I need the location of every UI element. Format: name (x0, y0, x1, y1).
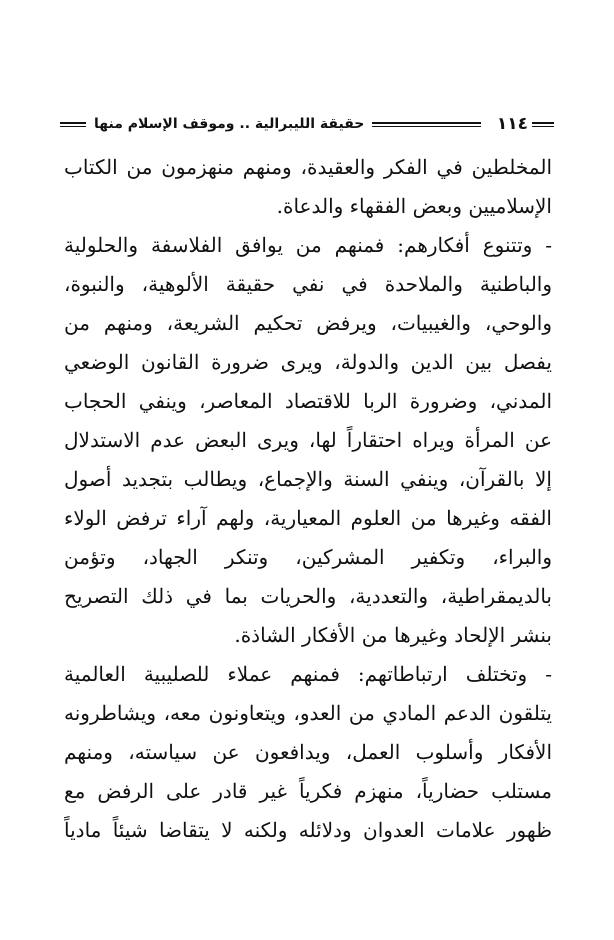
text-line: - وتتنوع أفكارهم: فمنهم من يوافق الفلاسفة والحلولية (64, 233, 552, 257)
text-line: الإسلاميين وبعض الفقهاء والدعاة. (276, 194, 552, 218)
header-rule-left (60, 122, 86, 127)
header-rule-right (532, 122, 554, 127)
text-line: إلا بالقرآن، وينفي السنة والإجماع، ويطالب بتجديد أصول (64, 467, 552, 491)
running-header (60, 112, 554, 136)
text-line: يفصل بين الدين والدولة، ويرى ضرورة القانون الوضعي (64, 350, 552, 374)
text-line: والبراء، وتكفير المشركين، وتنكر الجهاد، وتؤمن (64, 545, 552, 569)
text-line: الأفكار وأسلوب العمل، ويدافعون عن سياسته، ومنهم (64, 740, 552, 764)
body-text (64, 148, 552, 850)
text-line: والباطنية والملاحدة في نفي حقيقة الألوهية، والنبوة، (64, 272, 552, 296)
text-line: ظهور علامات العدوان ودلائله ولكنه لا يتقاضا شيئاً مادياً (64, 818, 552, 842)
text-line: الفقه وغيرها من العلوم المعيارية، ولهم آراء ترفض الولاء (64, 506, 552, 530)
text-line: بنشر الإلحاد وغيرها من الأفكار الشاذة. (234, 623, 552, 647)
header-rule-middle (372, 122, 480, 127)
running-title: حقيقة الليبرالية .. وموقف الإسلام منها (94, 116, 365, 132)
text-line: بالديمقراطية، والتعددية، والحريات بما في ذلك التصريح (64, 584, 552, 608)
text-line: عن المرأة ويراه احتقاراً لها، ويرى البعض عدم الاستدلال (64, 428, 552, 452)
text-line: المدني، وضرورة الربا للاقتصاد المعاصر، وينفي الحجاب (64, 389, 552, 413)
page-number: ١١٤ (496, 114, 528, 134)
text-line: المخلطين في الفكر والعقيدة، ومنهم منهزمون من الكتاب (64, 155, 552, 179)
text-line: - وتختلف ارتباطاتهم: فمنهم عملاء للصليبية العالمية (64, 662, 552, 686)
text-line: والوحي، والغيبيات، ويرفض تحكيم الشريعة، ومنهم من (64, 311, 552, 335)
text-line: يتلقون الدعم المادي من العدو، ويتعاونون معه، ويشاطرونه (64, 701, 552, 725)
text-line: مستلب حضارياً، منهزم فكرياً غير قادر على الرفض مع (64, 779, 552, 803)
